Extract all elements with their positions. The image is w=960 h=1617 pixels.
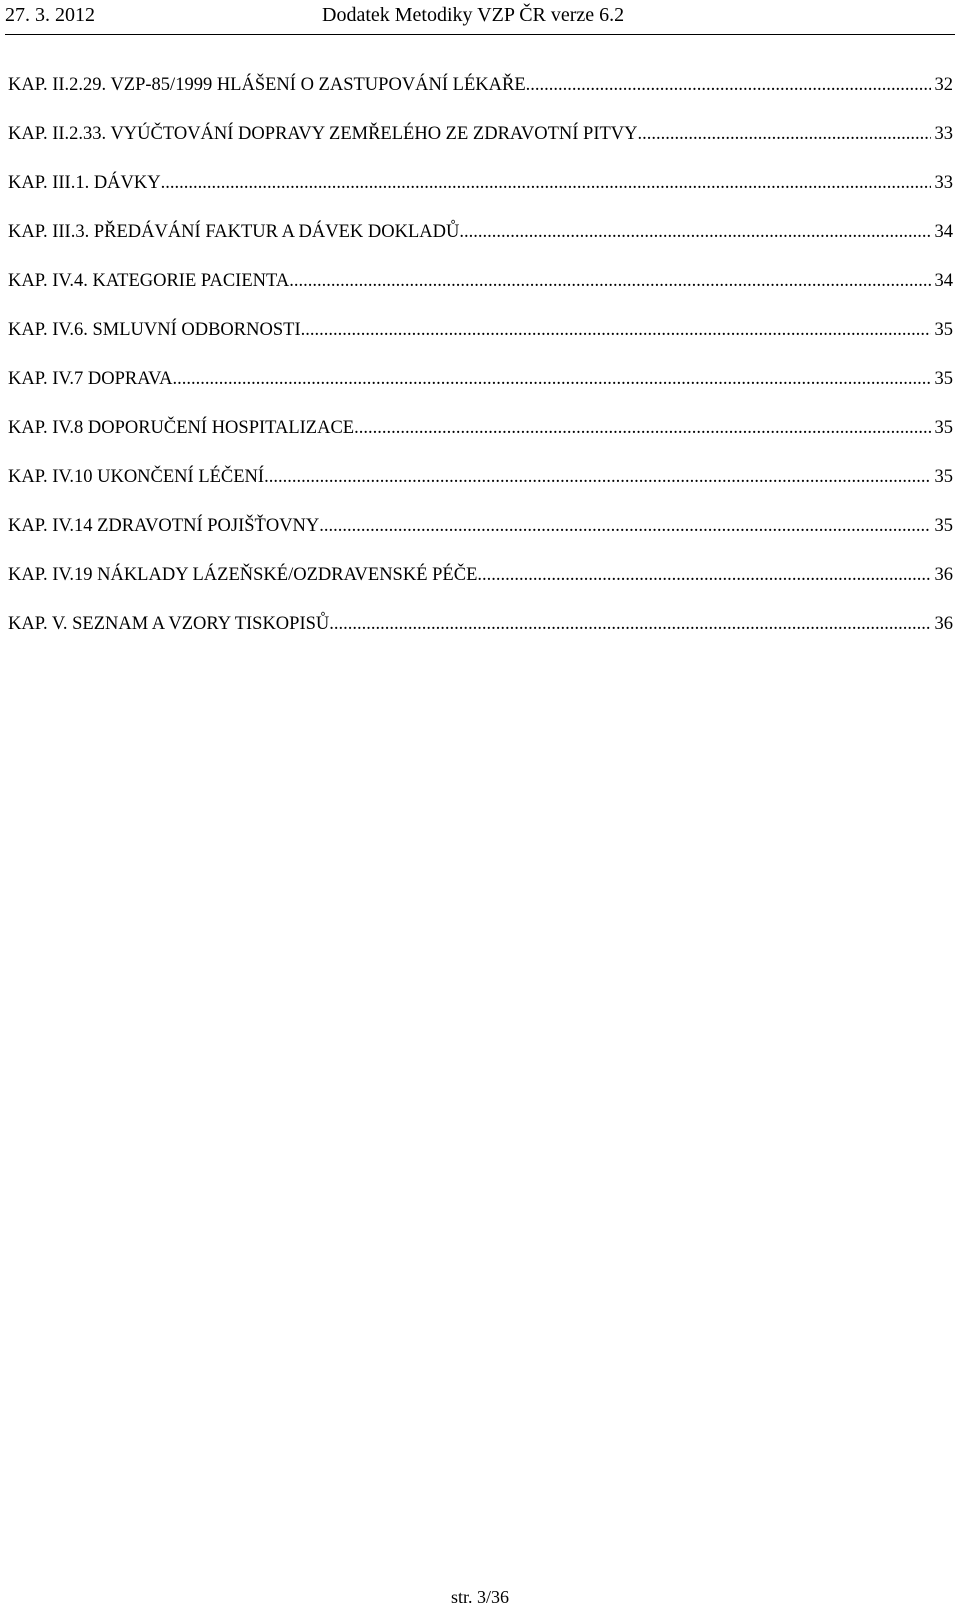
toc-entry[interactable] <box>8 74 953 123</box>
toc-leader-dots <box>329 613 930 635</box>
toc-leader-dots <box>319 515 930 537</box>
toc-leader-dots <box>301 319 931 341</box>
toc-entry-label: KAP. IV.6. SMLUVNÍ ODBORNOSTI <box>8 320 301 340</box>
toc-leader-dots <box>459 221 930 243</box>
toc-entry[interactable] <box>8 172 953 221</box>
toc-entry-page: 35 <box>934 369 953 389</box>
toc-entry-page: 32 <box>934 75 953 95</box>
toc-entry-label: KAP. V. SEZNAM A VZORY TISKOPISŮ <box>8 614 330 634</box>
toc-entry-page: 33 <box>934 173 953 193</box>
toc-entry-page: 35 <box>934 467 953 487</box>
toc-entry-label: KAP. IV.7 DOPRAVA <box>8 369 173 389</box>
toc-entry-page: 36 <box>934 565 953 585</box>
toc-leader-dots <box>264 466 930 488</box>
toc-entry[interactable] <box>8 564 953 613</box>
toc-leader-dots <box>289 270 930 292</box>
toc-entry-label: KAP. IV.10 UKONČENÍ LÉČENÍ <box>8 467 265 487</box>
toc-entry-label: KAP. IV.14 ZDRAVOTNÍ POJIŠŤOVNY <box>8 516 320 536</box>
page-header <box>5 0 955 35</box>
page-number: str. 3/36 <box>450 1587 509 1607</box>
toc-leader-dots <box>477 564 930 586</box>
toc-entry[interactable] <box>8 466 953 515</box>
toc-entry[interactable] <box>8 221 953 270</box>
toc-entry[interactable] <box>8 613 953 662</box>
toc-entry-label: KAP. III.3. PŘEDÁVÁNÍ FAKTUR A DÁVEK DOKLADŮ <box>8 222 460 242</box>
toc-entry[interactable] <box>8 270 953 319</box>
toc-leader-dots <box>173 368 931 390</box>
toc-entry-label: KAP. III.1. DÁVKY <box>8 173 161 193</box>
header-title: Dodatek Metodiky VZP ČR verze 6.2 <box>322 4 625 26</box>
toc-entry-page: 33 <box>934 124 953 144</box>
toc-leader-dots <box>526 74 931 96</box>
toc-entry[interactable] <box>8 417 953 466</box>
toc-entry-page: 36 <box>934 614 953 634</box>
toc-leader-dots <box>354 417 930 439</box>
toc-entry-page: 35 <box>934 516 953 536</box>
toc-entry-page: 35 <box>934 418 953 438</box>
toc-entry-page: 35 <box>934 320 953 340</box>
toc-entry-page: 34 <box>934 271 953 291</box>
toc-entry-label: KAP. IV.8 DOPORUČENÍ HOSPITALIZACE <box>8 418 355 438</box>
toc-entry[interactable] <box>8 368 953 417</box>
toc-entry-page: 34 <box>934 222 953 242</box>
toc-entry-label: KAP. II.2.33. VYÚČTOVÁNÍ DOPRAVY ZEMŘELÉHO ZE ZDRAVOTNÍ PITVY <box>8 124 638 144</box>
toc-entry[interactable] <box>8 123 953 172</box>
table-of-contents <box>8 74 953 662</box>
toc-leader-dots <box>161 172 931 194</box>
toc-entry-label: KAP. II.2.29. VZP-85/1999 HLÁŠENÍ O ZASTUPOVÁNÍ LÉKAŘE <box>8 75 526 95</box>
toc-entry[interactable] <box>8 319 953 368</box>
toc-leader-dots <box>638 123 931 145</box>
toc-entry-label: KAP. IV.4. KATEGORIE PACIENTA <box>8 271 290 291</box>
header-date: 27. 3. 2012 <box>5 4 95 26</box>
toc-entry-label: KAP. IV.19 NÁKLADY LÁZEŇSKÉ/OZDRAVENSKÉ PÉČE <box>8 565 478 585</box>
toc-entry[interactable] <box>8 515 953 564</box>
